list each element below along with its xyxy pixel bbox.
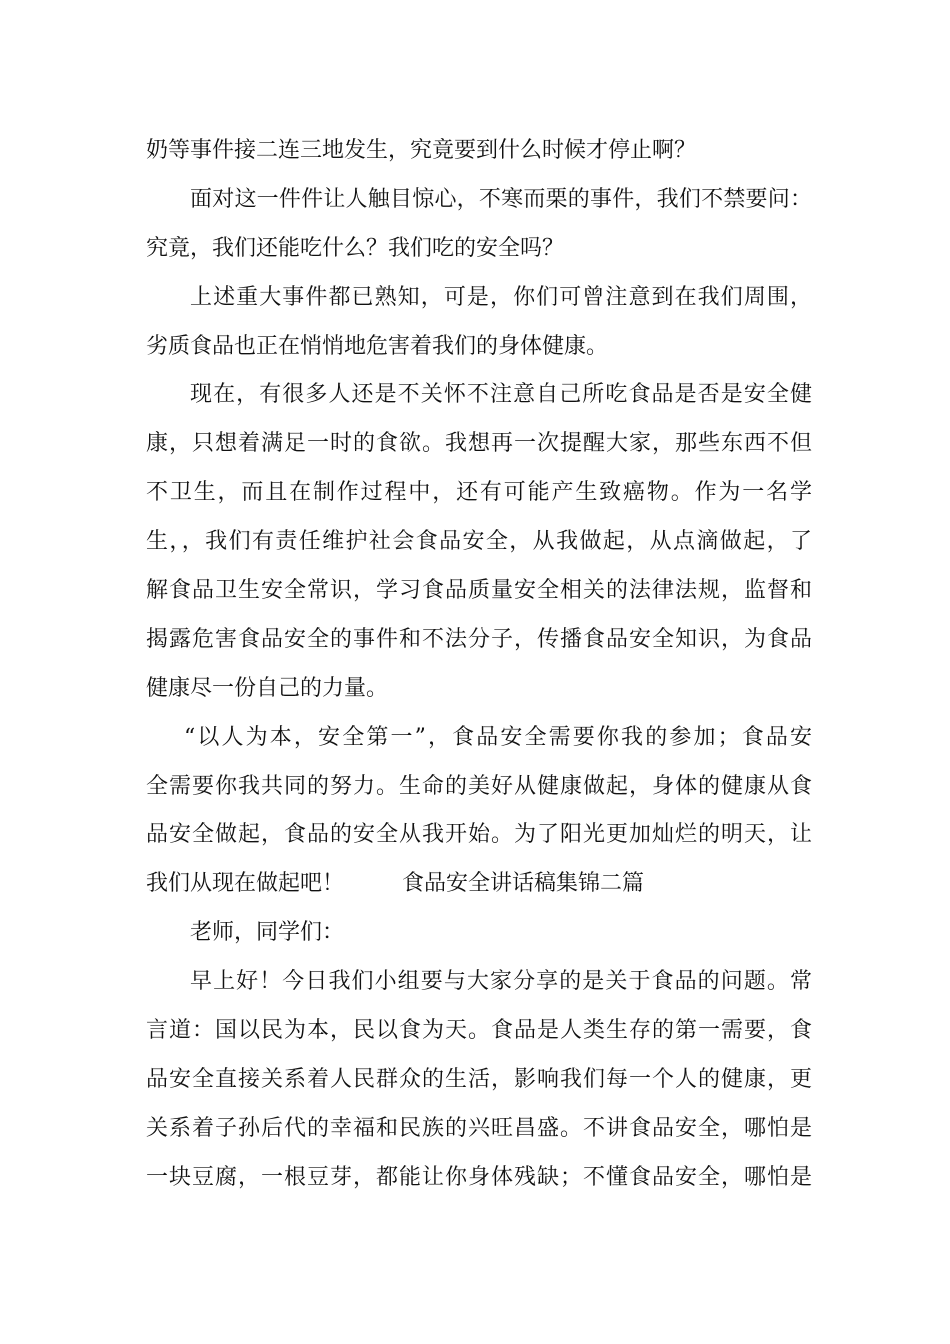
text-line: “以人为本，安全第一”，食品安全需要你我的参加；食品安 xyxy=(184,724,812,750)
text-line: 品安全做起，食品的安全从我开始。为了阳光更加灿烂的明天，让 xyxy=(146,822,812,848)
text-line: 不卫生，而且在制作过程中，还有可能产生致癌物。作为一名学 xyxy=(146,480,812,506)
text-line: 一块豆腐，一根豆芽，都能让你身体残缺；不懂食品安全，哪怕是 xyxy=(146,1164,812,1190)
text-line: 面对这一件件让人触目惊心，不寒而栗的事件，我们不禁要问： xyxy=(190,186,812,212)
text-line: 上述重大事件都已熟知，可是，你们可曾注意到在我们周围， xyxy=(190,284,812,310)
text-line: 言道：国以民为本，民以食为天。食品是人类生存的第一需要，食 xyxy=(146,1018,812,1044)
text-line: 健康尽一份自己的力量。 xyxy=(146,675,389,701)
text-line: 劣质食品也正在悄悄地危害着我们的身体健康。 xyxy=(146,333,609,359)
text-line-with-heading xyxy=(146,860,812,909)
section-heading: 食品安全讲话稿集锦二篇 xyxy=(402,871,645,897)
text-line: 现在，有很多人还是不关怀不注意自己所吃食品是否是安全健 xyxy=(190,382,812,408)
document-body xyxy=(146,127,812,1203)
text-line: 究竟，我们还能吃什么？我们吃的安全吗？ xyxy=(146,235,565,261)
salutation: 老师，同学们： xyxy=(190,920,345,946)
text-line: 全需要你我共同的努力。生命的美好从健康做起，身体的健康从食 xyxy=(146,773,812,799)
text-line: 早上好！今日我们小组要与大家分享的是关于食品的问题。常 xyxy=(190,969,812,995)
text-line: 揭露危害食品安全的事件和不法分子，传播食品安全知识，为食品 xyxy=(146,626,812,652)
text-line: 生，，我们有责任维护社会食品安全，从我做起，从点滴做起，了 xyxy=(146,529,812,555)
text-line: 康，只想着满足一时的食欲。我想再一次提醒大家，那些东西不但 xyxy=(146,431,812,457)
text-line: 品安全直接关系着人民群众的生活，影响我们每一个人的健康，更 xyxy=(146,1066,812,1092)
text-line: 奶等事件接二连三地发生，究竟要到什么时候才停止啊？ xyxy=(146,138,697,163)
text-line: 解食品卫生安全常识，学习食品质量安全相关的法律法规，监督和 xyxy=(146,578,812,604)
text-line: 关系着子孙后代的幸福和民族的兴旺昌盛。不讲食品安全，哪怕是 xyxy=(146,1115,812,1141)
text-fragment: 我们从现在做起吧！ xyxy=(146,871,345,897)
